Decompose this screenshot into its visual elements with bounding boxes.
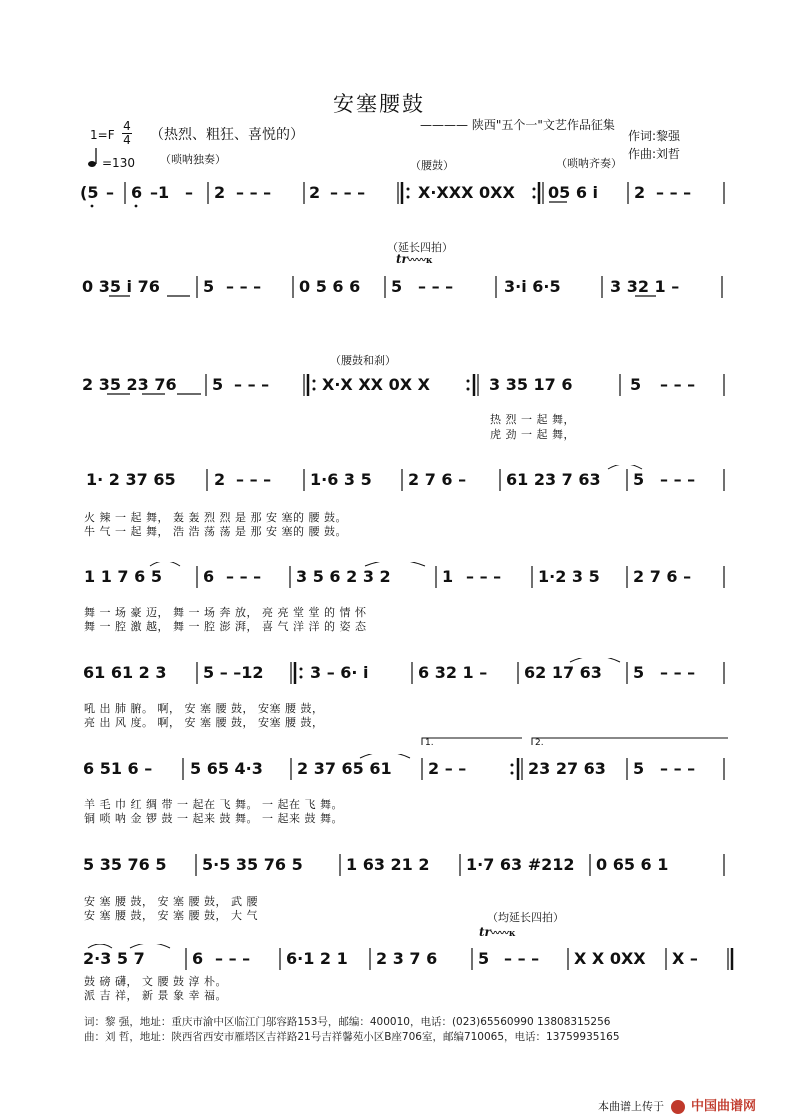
svg-text:3 5 6 2 3 2: 3 5 6 2 3 2 [296, 567, 391, 586]
svg-text:– – –: – – – [236, 470, 272, 489]
svg-text:5: 5 [633, 470, 645, 489]
svg-text:– – –: – – – [660, 663, 696, 682]
svg-text:– – –: – – – [226, 277, 262, 296]
svg-text:2 – –: 2 – – [428, 759, 467, 778]
svg-text:1·7 63 #212: 1·7 63 #212 [466, 855, 575, 874]
svg-text:2: 2 [214, 183, 226, 202]
svg-text:0 35 i 76: 0 35 i 76 [82, 277, 160, 296]
svg-text:5: 5 [212, 375, 224, 394]
lyricist-credit: 作词:黎强 [628, 129, 681, 143]
watermark-prefix: 本曲谱上传于 [598, 1100, 664, 1113]
lyric-line-6a: 吼 出 肺 腑。 啊， 安 塞 腰 鼓， 安塞 腰 鼓， [84, 702, 324, 715]
svg-text:– – –: – – – [660, 759, 696, 778]
lyric-line-7b: 铜 唢 呐 金 锣 鼓 一 起来 鼓 舞。 一 起来 鼓 舞。 [84, 812, 343, 825]
music-line-5 [0, 562, 790, 592]
svg-text:5 65 4·3: 5 65 4·3 [190, 759, 263, 778]
annotation-drum: （腰鼓） [410, 159, 454, 172]
svg-text:– – –: – – – [215, 949, 251, 968]
watermark-site: 中国曲谱网 [691, 1099, 757, 1114]
svg-text:1 1 7 6 5: 1 1 7 6 5 [84, 567, 162, 586]
tempo-marking: =130 [102, 156, 135, 170]
svg-text:2: 2 [634, 183, 646, 202]
svg-text:5: 5 [203, 277, 215, 296]
svg-text:6 32 1 –: 6 32 1 – [418, 663, 488, 682]
lyric-line-4a: 火 辣 一 起 舞， 轰 轰 烈 烈 是 那 安 塞的 腰 鼓。 [84, 511, 347, 524]
svg-text:(5: (5 [80, 183, 99, 202]
svg-text:5: 5 [633, 759, 645, 778]
music-line-6 [0, 658, 790, 688]
svg-text:– – –: – – – [236, 183, 272, 202]
music-line-1 [0, 178, 790, 208]
lyric-line-9b: 派 吉 祥， 新 景 象 幸 福。 [84, 989, 227, 1002]
svg-text:–: – [185, 183, 193, 202]
svg-text:– – –: – – – [466, 567, 502, 586]
svg-text:6: 6 [131, 183, 143, 202]
svg-text:2·3 5 7: 2·3 5 7 [83, 949, 145, 968]
svg-text:5 – –12: 5 – –12 [203, 663, 264, 682]
composer-credit: 作曲:刘哲 [628, 147, 681, 161]
svg-text:– – –: – – – [660, 375, 696, 394]
lyric-line-9a: 鼓 磅 礴， 文 腰 鼓 淳 朴。 [84, 975, 227, 988]
svg-text:1 63 21 2: 1 63 21 2 [346, 855, 430, 874]
svg-text:– – –: – – – [504, 949, 540, 968]
svg-text:6·1 2 1: 6·1 2 1 [286, 949, 348, 968]
svg-text:05 6 i: 05 6 i [548, 183, 599, 202]
music-line-3 [0, 370, 790, 400]
trill-marking: tr〰〰ĸ [479, 925, 516, 939]
svg-text:5: 5 [633, 663, 645, 682]
svg-text:5: 5 [391, 277, 403, 296]
svg-text:1·6 3 5: 1·6 3 5 [310, 470, 372, 489]
svg-text:– – –: – – – [660, 470, 696, 489]
svg-text:2 7 6 –: 2 7 6 – [408, 470, 467, 489]
music-line-9 [0, 944, 790, 974]
svg-text:0 65 6 1: 0 65 6 1 [596, 855, 669, 874]
svg-text:61 61 2 3: 61 61 2 3 [83, 663, 167, 682]
svg-text:–1: –1 [150, 183, 170, 202]
music-line-4 [0, 465, 790, 495]
svg-text:23 27 63: 23 27 63 [528, 759, 606, 778]
svg-text:2 3 7 6: 2 3 7 6 [376, 949, 438, 968]
svg-text:5·5 35 76 5: 5·5 35 76 5 [202, 855, 303, 874]
svg-text:– – –: – – – [656, 183, 692, 202]
lyric-line-7a: 羊 毛 巾 红 绸 带 一 起在 飞 舞。 一 起在 飞 舞。 [84, 798, 343, 811]
svg-text:1· 2 37 65: 1· 2 37 65 [86, 470, 176, 489]
svg-text:2: 2 [309, 183, 321, 202]
svg-text:X·X XX 0X X: X·X XX 0X X [322, 375, 430, 394]
ending-one-label: 1. [425, 738, 434, 748]
svg-text:X·XXX 0XX: X·XXX 0XX [418, 183, 515, 202]
svg-text:3 35 17 6: 3 35 17 6 [489, 375, 573, 394]
site-watermark [598, 1095, 756, 1114]
volta-brackets [420, 736, 730, 746]
collection-note: ———— 陕西"五个一"文艺作品征集 [420, 118, 615, 132]
composer-contact: 曲：刘 哲，地址：陕西省西安市雁塔区吉祥路21号吉祥馨苑小区B座706室，邮编710065，电话：13759935165 [84, 1031, 620, 1043]
lyric-line-8b: 安 塞 腰 鼓， 安 塞 腰 鼓， 大 气 [84, 909, 258, 922]
svg-text:3 – 6· i: 3 – 6· i [310, 663, 369, 682]
svg-text:3·i 6·5: 3·i 6·5 [504, 277, 561, 296]
ending-two-label: 2. [535, 738, 544, 748]
music-line-7 [0, 754, 790, 784]
quarter-note-icon [88, 146, 100, 172]
svg-text:– – –: – – – [330, 183, 366, 202]
svg-text:3 32 1 –: 3 32 1 – [610, 277, 680, 296]
svg-text:5: 5 [478, 949, 490, 968]
lyric-line-3a: 热 烈 一 起 舞， [490, 413, 575, 426]
key-signature: 1=F [90, 128, 115, 142]
lyric-line-8a: 安 塞 腰 鼓， 安 塞 腰 鼓， 武 腰 [84, 895, 258, 908]
svg-text:–: – [106, 183, 114, 202]
lyric-line-6b: 亮 出 风 度。 啊， 安 塞 腰 鼓， 安塞 腰 鼓， [84, 716, 324, 729]
svg-text:2: 2 [214, 470, 226, 489]
logo-icon [671, 1100, 685, 1114]
lyric-line-5b: 舞 一 腔 激 越， 舞 一 腔 澎 湃， 喜 气 洋 洋 的 姿 态 [84, 620, 367, 633]
annotation-drum-and-cymbal: （腰鼓和刹） [330, 354, 396, 367]
svg-text:– – –: – – – [234, 375, 270, 394]
trill-marking: tr〰〰ĸ [396, 252, 433, 266]
svg-text:2 37 65 61: 2 37 65 61 [297, 759, 392, 778]
svg-text:62 17 63: 62 17 63 [524, 663, 602, 682]
annotation-suona-ensemble: （唢呐齐奏） [556, 157, 622, 170]
annotation-all-extend-four-beats: （均延长四拍） [487, 911, 564, 924]
svg-text:– – –: – – – [226, 567, 262, 586]
mood-marking: （热烈、粗狂、喜悦的） [150, 127, 304, 143]
svg-text:1: 1 [442, 567, 454, 586]
svg-text:61 23 7 63: 61 23 7 63 [506, 470, 601, 489]
svg-text:6: 6 [192, 949, 204, 968]
annotation-suona-solo: （唢呐独奏） [160, 153, 226, 166]
page-title: 安塞腰鼓 [333, 92, 425, 116]
lyricist-contact: 词：黎 强，地址：重庆市渝中区临江门邬容路153号，邮编：400010，电话：(023)65560990 13808315256 [84, 1016, 611, 1028]
time-signature: 4 4 [123, 119, 131, 147]
svg-text:2 35 23 76: 2 35 23 76 [82, 375, 177, 394]
svg-text:6: 6 [203, 567, 215, 586]
annotation-extend-four-beats: （延长四拍） [387, 241, 453, 254]
svg-text:– – –: – – – [418, 277, 454, 296]
music-line-8 [0, 850, 790, 880]
svg-text:6 51 6 –: 6 51 6 – [83, 759, 153, 778]
music-line-2 [0, 272, 790, 302]
svg-text:5: 5 [630, 375, 642, 394]
lyric-line-5a: 舞 一 场 豪 迈， 舞 一 场 奔 放， 亮 亮 堂 堂 的 情 怀 [84, 606, 367, 619]
svg-text:2 7 6 –: 2 7 6 – [633, 567, 692, 586]
svg-text:X –: X – [672, 949, 698, 968]
lyric-line-4b: 牛 气 一 起 舞， 浩 浩 荡 荡 是 那 安 塞的 腰 鼓。 [84, 525, 347, 538]
svg-text:0 5 6 6: 0 5 6 6 [299, 277, 361, 296]
lyric-line-3b: 虎 劲 一 起 舞， [490, 428, 575, 441]
svg-text:5 35 76 5: 5 35 76 5 [83, 855, 167, 874]
svg-text:1·2 3 5: 1·2 3 5 [538, 567, 600, 586]
svg-text:X X 0XX: X X 0XX [574, 949, 646, 968]
